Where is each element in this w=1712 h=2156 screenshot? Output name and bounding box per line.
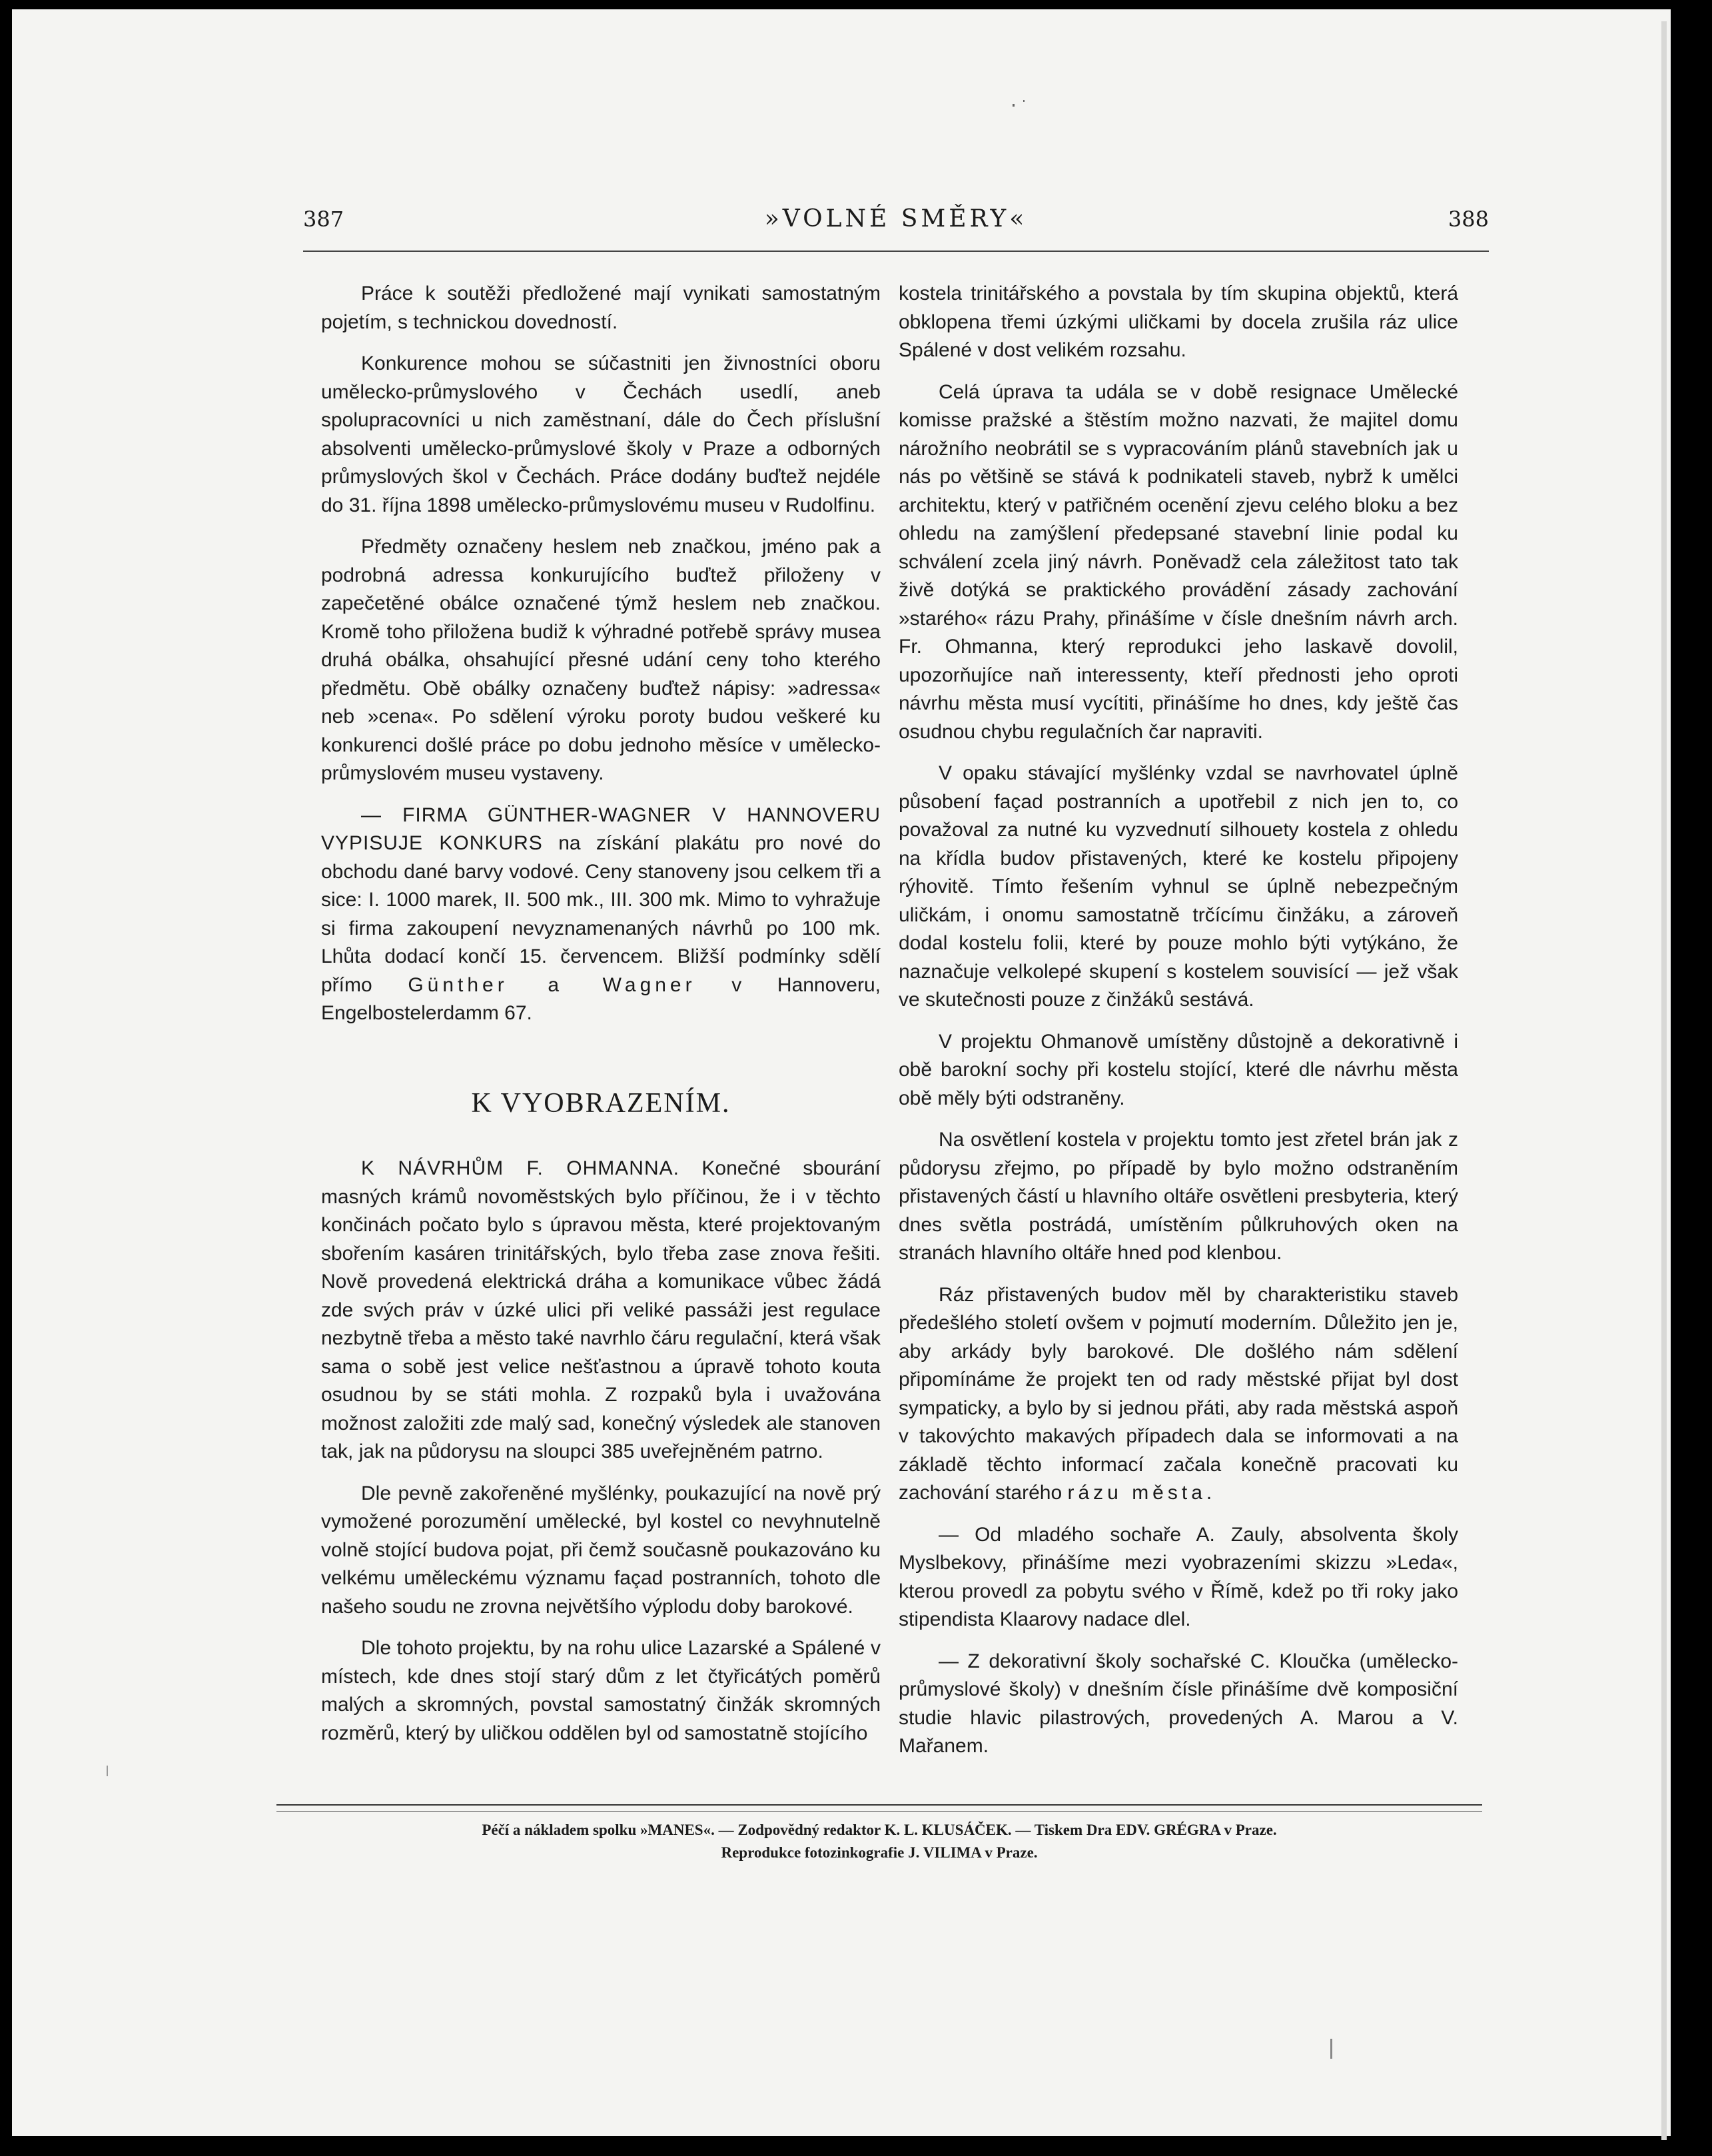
paragraph: V projektu Ohmanově umístěny důstojně a dekorativně i obě barokní sochy při kostelu stojící, které dle návrhu města obě měly býti odstraněny.: [899, 1030, 1458, 1109]
journal-title: »VOLNÉ SMĚRY«: [764, 205, 1028, 233]
paragraph: Na osvětlení kostela v projektu tomto jest zřetel brán jak z půdorysu zřejmo, po případě by bylo možno odstraněním přistavených částí u hlavního oltáře osvětleni presbyteria, který dnes světla postrádá, umístěním půlkruhových oken na stranách hlavního oltáře hned pod klenbou.: [899, 1129, 1458, 1264]
margin-mark: [107, 1766, 108, 1776]
notice-lead: — FIRMA GÜNTHER-WAGNER V HANNOVERU VYPISUJE KONKURS: [321, 804, 881, 854]
paragraph: Předměty označeny heslem neb značkou, jméno pak a podrobná adressa konkurujícího buďtež přiloženy v zapečetěné obálce označené týmž heslem neb značkou. Kromě toho přiložena budiž k výhradné potřebě správy musea druhá obálka, ohsahující přesné udání ceny toho kterého předmětu. Obě obálky označeny buďtež nápisy: »adressa« neb »cena«. Po sdělení výroku poroty budou veškeré ku konkurenci došlé práce po dobu jednoho měsíce v umělecko-průmyslovém museu vystaveny.: [321, 536, 881, 784]
paragraph: [321, 1155, 881, 1466]
footer-rule-thin: [276, 1811, 1482, 1812]
notice-body: na získání plakátu pro nové do obchodu dané barvy vodové. Ceny stanoveny jsou celkem tři a sice: I. 1000 marek, II. 500 mk., III. 300 mk. Mimo to vyhražuje si firma zakoupení nevyznamenaných návrhů po 100 mk. Lhůta dodací končí 15. červencem. Bližší podmínky sdělí přímo: [321, 832, 881, 996]
article-body: Konečné sbourání masných krámů novoměstských bylo příčinou, že i v těchto končinách počato bylo s úpravou města, které projektovaným sbořením kasáren trinitářských, bylo třeba zase znova řešiti. Nově provedená elektrická dráha a komunikace vůbec žádá zde svých práv v úzké ulici při veliké passáži jest regulace nezbytně třeba a město také navrhlo čáru regulační, která však sama o sobě jest velice nešťastnou a úpravě tohoto kouta osudnou by se státi mohla. Z rozpaků byla i uvažována možnost založiti zde malý sad, konečný výsledek ale stanoven tak, jak na půdorysu na sloupci 385 uveřejněném patrno.: [321, 1157, 881, 1462]
paragraph: Konkurence mohou se súčastniti jen živnostníci oboru umělecko-průmyslového v Čechách usedlí, aneb spolupracovníci u nich zaměstnaní, dále do Čech příslušní absolventi umělecko-průmyslové školy v Praze a odborných průmyslových škol v Čechách. Práce dodány buďtež nejdéle do 31. října 1898 umělecko-průmyslovému museu v Rudolfinu.: [321, 352, 881, 516]
imprint-line-2: Reprodukce fotozinkografie J. VILIMA v Praze.: [721, 1844, 1038, 1861]
spaced-phrase: rázu města.: [1067, 1482, 1216, 1504]
paragraph: [321, 802, 881, 1028]
print-speck: [1013, 104, 1015, 107]
page-header: [303, 200, 1489, 240]
margin-mark: [1330, 2039, 1332, 2059]
paragraph-body: Ráz přistavených budov měl by charakteristiku staveb předešlého století ovšem v pojmutí moderním. Důležito jen je, aby arkády byly barokové. Dle došlého nám sdělení připomínáme že projekt ten od rady městské přijat byl dost sympaticky, a bylo by si jednou přáti, aby rada městská aspoň v takovýchto makavých případech dala se informovati a na základě těchto informací začala konečně pracovati ku zachování starého: [899, 1283, 1458, 1504]
company-names: Günther a Wagner: [408, 973, 696, 996]
article-lead: K NÁVRHŮM F. OHMANNA.: [361, 1157, 679, 1179]
imprint-line-1: Péčí a nákladem spolku »MANES«. — Zodpovědný redaktor K. L. KLUSÁČEK. — Tiskem Dra EDV. GRÉGRA v Praze.: [482, 1822, 1277, 1838]
paragraph: Práce k soutěži předložené mají vynikati samostatným pojetím, s technickou dovedností.: [321, 282, 881, 333]
left-column: [321, 280, 881, 1761]
section-heading: K VYOBRAZENÍM.: [471, 1087, 731, 1119]
paragraph: V opaku stávající myšlénky vzdal se navrhovatel úplně působení façad postranních a upotřebil z nich jen to, co považoval za nutné ku vyzvednutí silhouety kostela z ohledu na křídla budov přistavených, které ke kostelu připojeny rýhovitě. Tímto řešením vyhnul se úplně nebezpečným uličkám, i onomu samostatně trčícímu činžáku, a zároveň dodal kostelu folii, které by pouze mohlo býti vytýkáno, že naznačuje velkolepé skupení s kostelem souvisící — jež však ve skutečnosti pouze z činžáků sestává.: [899, 762, 1458, 1011]
page-number-right: 388: [1448, 207, 1489, 232]
paragraph: — Z dekorativní školy sochařské C. Kloučka (umělecko-průmyslové školy) v dnešním čísle přinášíme dvě komposiční studie hlavic pilastrových, provedených A. Marou a V. Mařanem.: [899, 1650, 1458, 1757]
imprint-footer: [276, 1819, 1482, 1864]
page-edge: [1661, 21, 1667, 2140]
header-rule: [303, 251, 1489, 252]
paragraph: Dle pevně zakořeněné myšlénky, poukazující na nově prý vymožené porozumění umělecké, byl kostel co nevyhnutelně volně stojící budova pojat, při čemž současně poukazováno ku velkému uměleckému významu façad postranních, tohoto dle našeho soudu ne zrovna největšího výplodu doby barokové.: [321, 1482, 881, 1618]
paragraph: [899, 1281, 1458, 1508]
footer-rule: [276, 1804, 1482, 1806]
right-column: [899, 280, 1458, 1774]
paragraph: Celá úprava ta udála se v době resignace Umělecké komisse pražské a štěstím možno nazvati, že majitel domu nárožního neobrátil se s vypracováním plánů stavebních jak u nás po většině se stává k podnikateli staveb, nybrž k umělci architektu, který v patřičném ocenění zjevu celého bloku a bez ohledu na zamýšlení předepsané stavební linie podal ku schválení zcela jiný návrh. Poněvadž cela záležitost tato tak živě dotýká se praktického provádění zásady zachování »starého« rázu Prahy, přinášíme v čísle dnešním návrh arch. Fr. Ohmanna, který reprodukci jeho laskavě dovolil, upozorňujíce naň interessenty, kteří přednosti jeho oproti návrhu města musí vycítiti, přinášíme ho dnes, kdy ještě čas osudnou chybu regulačních čar napraviti.: [899, 380, 1458, 743]
print-speck: [1023, 100, 1025, 102]
paragraph: kostela trinitářského a povstala by tím skupina objektů, která obklopena třemi úzkými uličkami by docela zrušila ráz ulice Spálené v dost velikém rozsahu.: [899, 282, 1458, 361]
notice-tail: v Hannoveru, Engelbostelerdamm 67.: [321, 973, 881, 1024]
paragraph: — Od mladého sochaře A. Zauly, absolventa školy Myslbekovy, přinášíme mezi vyobrazeními skizzu »Leda«, kterou provedl za pobytu svého v Římě, kdež po tři roky jako stipendista Klaarovy nadace dlel.: [899, 1523, 1458, 1630]
paragraph: Dle tohoto projektu, by na rohu ulice Lazarské a Spálené v místech, kde dnes stojí starý dům z let čtyřicátých poměrů malých a skromných, povstal samostatný činžák skromných rozměrů, který by uličkou oddělen byl od samostatně stojícího: [321, 1637, 881, 1744]
page-number-left: 387: [303, 207, 344, 232]
